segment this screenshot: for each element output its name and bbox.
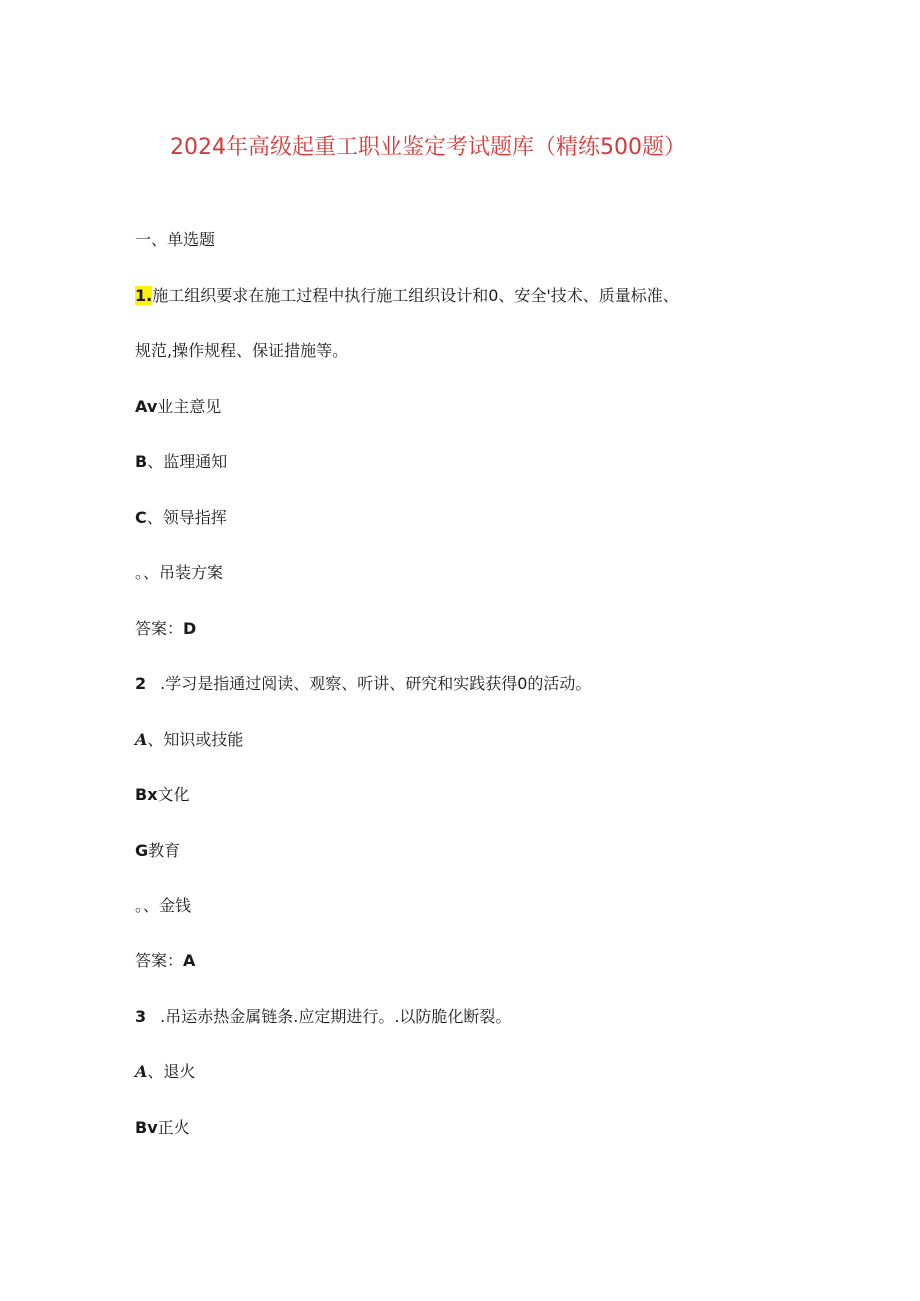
question-2-line-1 (135, 673, 591, 695)
question-1-text: 施工组织要求在施工过程中执行施工组织设计和0、安全'技术、质量标准、 (152, 286, 679, 305)
question-2-text: .学习是指通过阅读、观察、听讲、研究和实践获得0的活动。 (160, 674, 592, 693)
option-prefix: G (135, 841, 149, 860)
question-3-number: 3 (135, 1007, 147, 1026)
question-3-option-a (135, 1061, 195, 1083)
section-heading: 一、单选题 (135, 230, 216, 249)
answer-value: D (183, 619, 197, 638)
option-prefix: A (135, 730, 148, 749)
question-1-option-c (135, 507, 227, 529)
option-prefix: C (135, 508, 147, 527)
option-prefix: Bv (135, 1118, 158, 1137)
question-2-number: 2 (135, 674, 147, 693)
option-prefix: A (135, 1062, 148, 1081)
question-2-option-d (135, 895, 191, 917)
option-text: 、知识或技能 (147, 730, 244, 749)
answer-label: 答案： (135, 619, 184, 638)
question-3-text: .吊运赤热金属链条.应定期进行。.以防脆化断裂。 (160, 1007, 512, 1026)
answer-value: A (183, 951, 196, 970)
question-1-option-d (135, 562, 223, 584)
option-text: 、监理通知 (147, 452, 228, 471)
option-prefix: Av (135, 397, 158, 416)
answer-label: 答案： (135, 951, 184, 970)
option-text: 正火 (157, 1118, 190, 1137)
option-text: 文化 (157, 785, 190, 804)
option-text: 、领导指挥 (146, 508, 227, 527)
question-2-option-c (135, 840, 180, 862)
option-prefix: 。、 (135, 563, 160, 582)
option-text: 吊装方案 (159, 563, 224, 582)
question-1-line-1 (135, 285, 679, 307)
question-1-option-a (135, 396, 221, 418)
question-3-line-1 (135, 1006, 511, 1028)
question-2-option-b (135, 784, 190, 806)
question-1-answer (135, 618, 196, 640)
option-text: 教育 (148, 841, 181, 860)
document-title: 2024年高级起重工职业鉴定考试题库（精练500题） (170, 135, 686, 160)
option-prefix: Bx (135, 785, 158, 804)
question-1-option-b (135, 451, 227, 473)
question-1-number: 1. (135, 286, 153, 305)
option-text: 业主意见 (157, 397, 222, 416)
question-3-option-b (135, 1117, 190, 1139)
question-2-answer (135, 950, 195, 972)
option-prefix: 。、 (135, 896, 160, 915)
question-1-line-2: 规范,操作规程、保证措施等。 (135, 341, 349, 360)
option-text: 、退火 (147, 1062, 196, 1081)
question-2-option-a (135, 729, 243, 751)
option-prefix: B (135, 452, 148, 471)
option-text: 金钱 (159, 896, 192, 915)
